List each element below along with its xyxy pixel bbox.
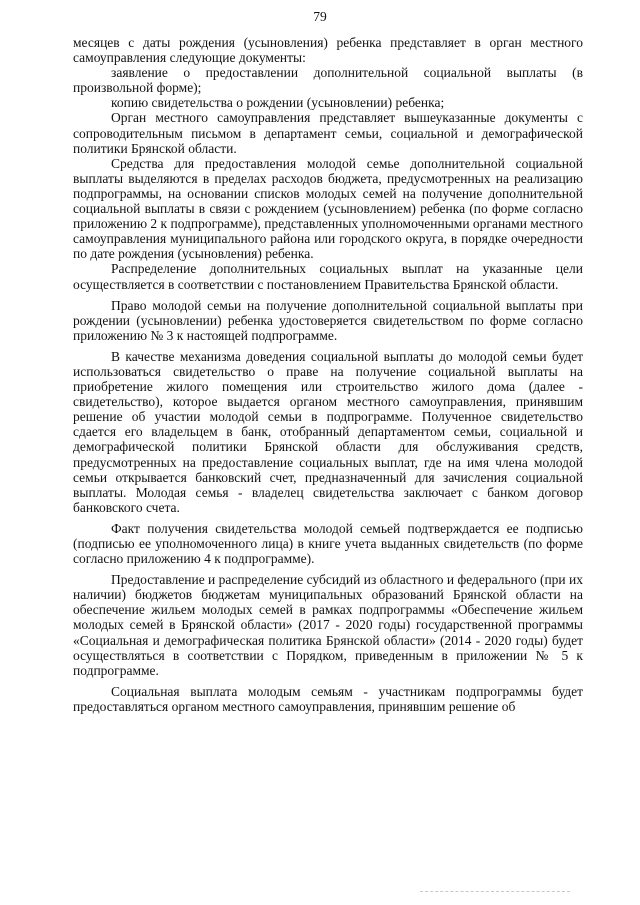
paragraph-9: Факт получения свидетельства молодой семьей подтверждается ее подписью (подписью ее уполномоченного лица) в книге учета выданных свидетельств (по форме согласно приложению 4 к подпрограмме). — [73, 520, 583, 567]
scan-artifact-line — [420, 891, 570, 893]
page-number: 79 — [313, 9, 327, 24]
paragraph-8: В качестве механизма доведения социальной выплаты до молодой семьи будет использоваться свидетельство о праве на получение социальной выплаты на приобретение жилого помещения или строительство жилого дома (далее - свидетельство), которое выдается органом местного самоуправления, принявшим решение об участии молодой семьи в подпрограмме. Полученное свидетельство сдается его владельцем в банк, отобранный департаментом семьи, социальной и демографической политики Брянской области для обслуживания средств, предусмотренных на предоставление социальных выплат, где на имя члена молодой семьи открывается банковский счет, предназначенный для зачисления социальной выплаты. Молодая семья - владелец свидетельства заключает с банком договор банковского счета. — [73, 348, 583, 515]
paragraph-4: Орган местного самоуправления представляет вышеуказанные документы с сопроводительным письмом в департамент семьи, социальной и демографической политики Брянской области. — [73, 110, 583, 156]
paragraph-5: Средства для предоставления молодой семье дополнительной социальной выплаты выделяются в пределах расходов бюджета, предусмотренных на реализацию подпрограммы, на основании списков молодых семей на получение дополнительной социальной выплаты в связи с рождением (усыновлением) ребенка (по форме согласно приложению 2 к подпрограмме), представленных уполномоченными органами местного самоуправления муниципального района или городского округа, в порядке очередности по дате рождения (усыновления) ребенка. — [73, 155, 583, 262]
paragraph-1: месяцев с даты рождения (усыновления) ребенка представляет в орган местного самоуправления следующие документы: — [73, 35, 583, 66]
paragraph-6: Распределение дополнительных социальных выплат на указанные цели осуществляется в соответствии с постановлением Правительства Брянской области. — [73, 261, 583, 292]
paragraph-2: заявление о предоставлении дополнительной социальной выплаты (в произвольной форме); — [73, 65, 583, 96]
paragraph-3: копию свидетельства о рождении (усыновлении) ребенка; — [111, 95, 445, 111]
paragraph-7: Право молодой семьи на получение дополнительной социальной выплаты при рождении (усыновлении) ребенка удостоверяется свидетельством по форме согласно приложению № 3 к настоящей подпрограмме. — [73, 297, 583, 343]
paragraph-10: Предоставление и распределение субсидий из областного и федерального (при их наличии) бюджетов бюджетам муниципальных образований Брянской области на обеспечение жильем молодых семей в рамках подпрограммы «Обеспечение жильем молодых семей в Брянской области» (2017 - 2020 годы) государственной программы «Социальная и демографическая политика Брянской области» (2014 - 2020 годы) будет осуществляться в соответствии с Порядком, приведенным в приложении № 5 к подпрограмме. — [73, 572, 584, 678]
document-body — [73, 35, 583, 714]
paragraph-11: Социальная выплата молодым семьям - участникам подпрограммы будет предоставляться органом местного самоуправления, принявшим решение об — [73, 683, 583, 714]
